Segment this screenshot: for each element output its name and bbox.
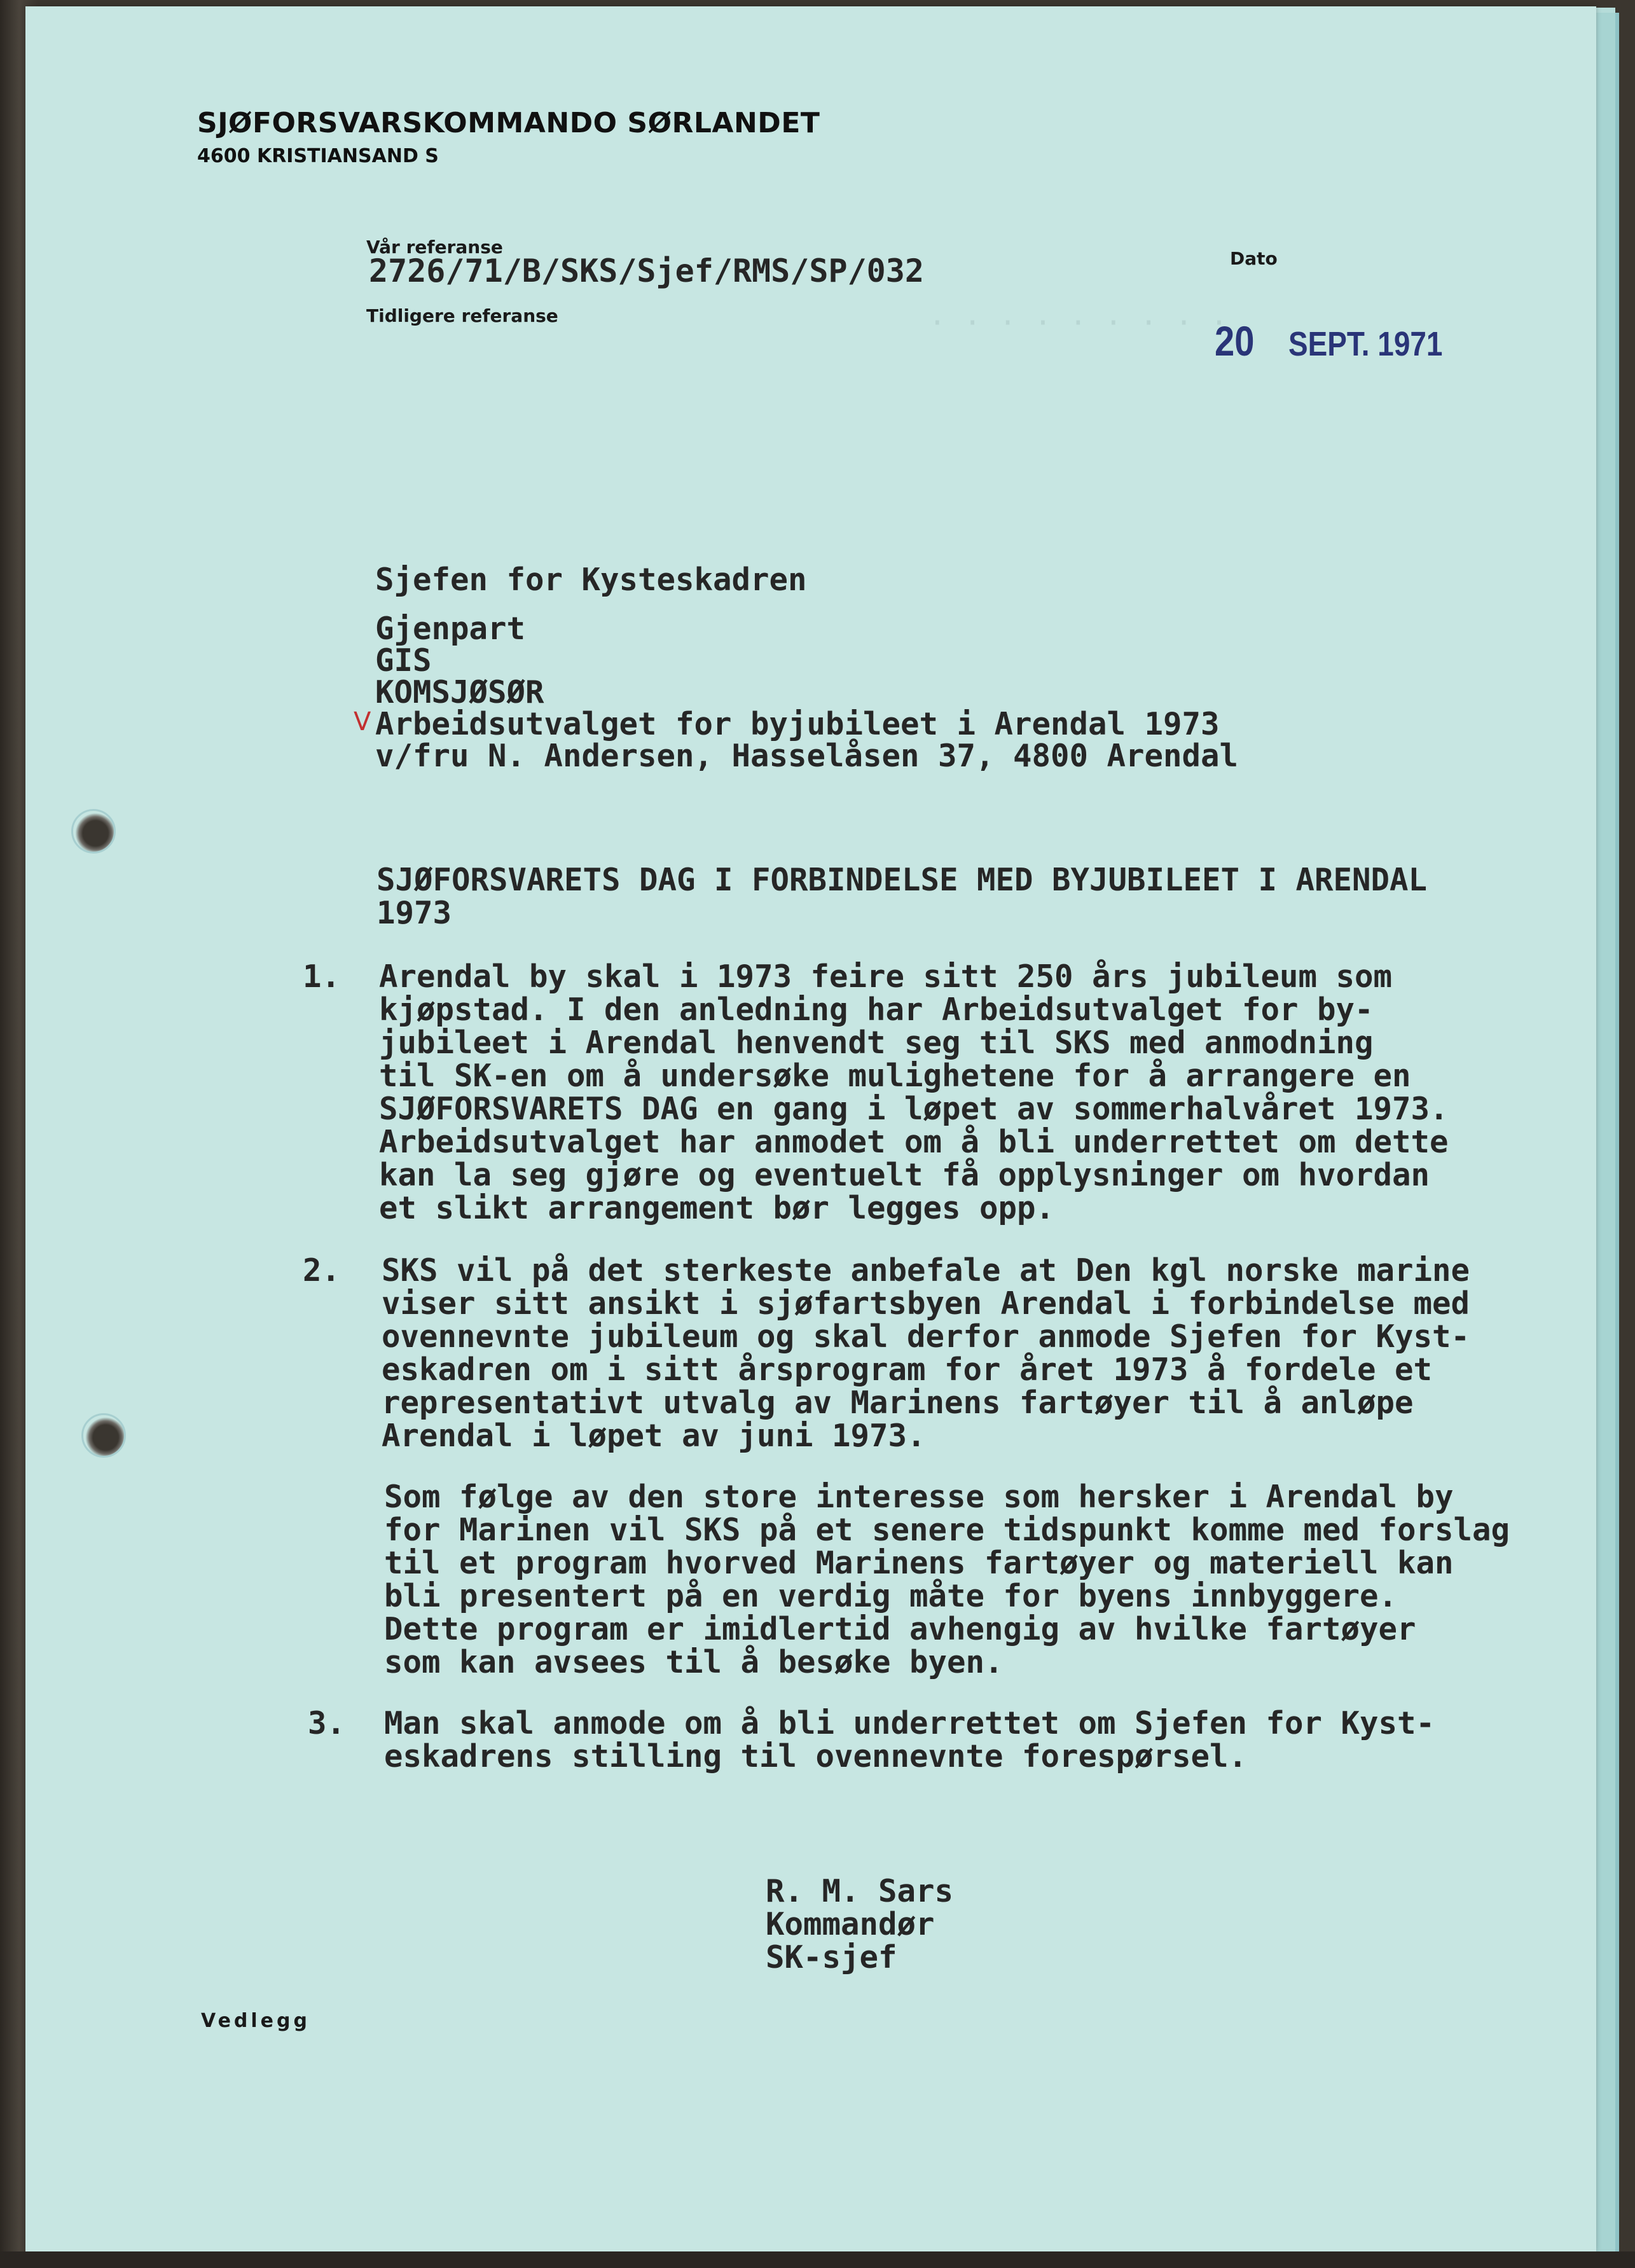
paragraph-line: Man skal anmode om å bli underrettet om Sjefen for Kyst- <box>384 1705 1435 1741</box>
signatory-rank: Kommandør <box>766 1906 935 1942</box>
bleed-through-mark: · · · · · · · · · <box>928 305 1228 340</box>
date-stamp-month-year: SEPT. 1971 <box>1288 325 1443 363</box>
paragraph-line: eskadrens stilling til ovennevnte forespørsel. <box>384 1738 1248 1774</box>
date-label: Dato <box>1230 248 1278 269</box>
check-mark: V <box>354 707 371 736</box>
paragraph-line: kjøpstad. I den anledning har Arbeidsutvalget for by- <box>379 992 1374 1028</box>
paragraph-line: kan la seg gjøre og eventuelt få opplysninger om hvordan <box>379 1157 1430 1193</box>
our-reference-label: Vår referanse <box>366 237 503 258</box>
signatory-title: SK-sjef <box>766 1939 897 1975</box>
copy-recipient: Arbeidsutvalget for byjubileet i Arendal 1973 <box>375 706 1220 742</box>
subject-line: 1973 <box>376 895 452 931</box>
paragraph-line: bli presentert på en verdig måte for byens innbyggere. <box>384 1578 1398 1614</box>
subject-line: SJØFORSVARETS DAG I FORBINDELSE MED BYJUBILEET I ARENDAL <box>376 862 1428 898</box>
paragraph-line: jubileet i Arendal henvendt seg til SKS med anmodning <box>379 1025 1374 1061</box>
paragraph-line: ovennevnte jubileum og skal derfor anmode Sjefen for Kyst- <box>382 1318 1470 1355</box>
paragraph-line: Som følge av den store interesse som hersker i Arendal by <box>384 1479 1454 1515</box>
paragraph-line: til et program hvorved Marinens fartøyer og materiell kan <box>384 1545 1454 1581</box>
paragraph-line: SJØFORSVARETS DAG en gang i løpet av sommerhalvåret 1973. <box>379 1091 1449 1127</box>
signatory-name: R. M. Sars <box>766 1873 954 1909</box>
paragraph-line: for Marinen vil SKS på et senere tidspunkt komme med forslag <box>384 1512 1510 1548</box>
paragraph-line: et slikt arrangement bør legges opp. <box>379 1190 1055 1226</box>
paragraph-line: SKS vil på det sterkeste anbefale at Den kgl norske marine <box>382 1252 1470 1289</box>
recipient-primary: Sjefen for Kysteskadren <box>375 562 807 598</box>
previous-reference-label: Tidligere referanse <box>366 305 558 326</box>
letterhead-organization: SJØFORSVARSKOMMANDO SØRLANDET <box>197 107 820 139</box>
paragraph-number: 2. <box>303 1252 341 1289</box>
paragraph-line: Dette program er imidlertid avhengig av hvilke fartøyer <box>384 1611 1416 1647</box>
paragraph-line: eskadren om i sitt årsprogram for året 1973 å fordele et <box>382 1352 1433 1388</box>
paragraph-number: 3. <box>308 1705 346 1741</box>
paragraph-line: som kan avsees til å besøke byen. <box>384 1644 1004 1680</box>
copy-recipient-address: v/fru N. Andersen, Hasselåsen 37, 4800 Arendal <box>375 738 1239 774</box>
attachment-label: Vedlegg <box>201 2010 310 2032</box>
scan-bottom-edge <box>0 2251 1635 2268</box>
paragraph-line: representativt utvalg av Marinens fartøyer til å anløpe <box>382 1385 1414 1421</box>
our-reference-value: 2726/71/B/SKS/Sjef/RMS/SP/032 <box>369 252 924 289</box>
punch-hole <box>71 809 116 854</box>
copy-label: Gjenpart <box>375 611 526 647</box>
copy-recipient: KOMSJØSØR <box>375 674 544 710</box>
paragraph-line: Arbeidsutvalget har anmodet om å bli underrettet om dette <box>379 1124 1449 1160</box>
date-stamp-day: 20 <box>1215 317 1255 364</box>
paragraph-line: Arendal by skal i 1973 feire sitt 250 års jubileum som <box>379 958 1393 995</box>
paragraph-line: til SK-en om å undersøke mulighetene for å arrangere en <box>379 1058 1411 1094</box>
paragraph-number: 1. <box>303 958 341 995</box>
paragraph-line: Arendal i løpet av juni 1973. <box>382 1418 926 1454</box>
punch-hole <box>81 1413 126 1458</box>
paragraph-line: viser sitt ansikt i sjøfartsbyen Arendal i forbindelse med <box>382 1285 1470 1322</box>
letterhead-address: 4600 KRISTIANSAND S <box>197 145 439 167</box>
copy-recipient: GIS <box>375 642 432 679</box>
